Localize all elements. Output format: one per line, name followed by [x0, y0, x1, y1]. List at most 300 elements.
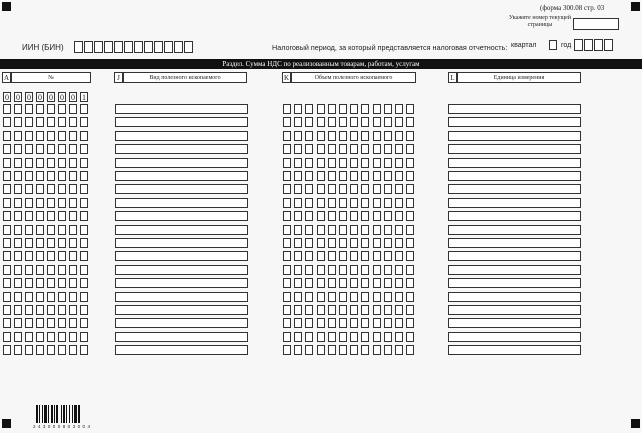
volume-cell[interactable]: [350, 171, 358, 181]
row-number-cell[interactable]: [58, 318, 66, 328]
volume-cell[interactable]: [339, 305, 347, 315]
volume-cell[interactable]: [373, 171, 381, 181]
volume-cell[interactable]: [373, 332, 381, 342]
volume-cell[interactable]: [395, 104, 403, 114]
volume-cell[interactable]: [339, 332, 347, 342]
volume-cell[interactable]: [317, 198, 325, 208]
volume-cell[interactable]: [361, 104, 369, 114]
row-number-cell[interactable]: [58, 184, 66, 194]
row-number-cell[interactable]: [47, 238, 55, 248]
volume-cell[interactable]: [406, 305, 414, 315]
row-number-cell[interactable]: [47, 225, 55, 235]
row-number-cell[interactable]: [69, 117, 77, 127]
volume-cell[interactable]: [395, 318, 403, 328]
volume-cell[interactable]: [305, 131, 313, 141]
volume-cell[interactable]: [305, 292, 313, 302]
volume-cell[interactable]: [317, 305, 325, 315]
row-number-cell[interactable]: [36, 211, 44, 221]
volume-cell[interactable]: [339, 117, 347, 127]
volume-cell[interactable]: [317, 318, 325, 328]
volume-cell[interactable]: [305, 265, 313, 275]
volume-cell[interactable]: [395, 131, 403, 141]
unit-field[interactable]: [448, 318, 581, 328]
row-number-cell[interactable]: [80, 144, 88, 154]
volume-cell[interactable]: [317, 278, 325, 288]
row-number-cell[interactable]: [3, 238, 11, 248]
volume-cell[interactable]: [305, 211, 313, 221]
volume-cell[interactable]: [373, 184, 381, 194]
volume-cell[interactable]: [350, 144, 358, 154]
row-number-cell[interactable]: [69, 198, 77, 208]
row-number-cell[interactable]: [80, 265, 88, 275]
volume-cell[interactable]: [361, 131, 369, 141]
volume-cell[interactable]: [339, 158, 347, 168]
row-number-cell[interactable]: [47, 131, 55, 141]
volume-cell[interactable]: [384, 238, 392, 248]
volume-cell[interactable]: [373, 211, 381, 221]
volume-cell[interactable]: [305, 305, 313, 315]
volume-cell[interactable]: [339, 292, 347, 302]
row-number-cell[interactable]: [3, 345, 11, 355]
unit-field[interactable]: [448, 117, 581, 127]
volume-cell[interactable]: [361, 345, 369, 355]
volume-cell[interactable]: [361, 198, 369, 208]
mineral-type-field[interactable]: [115, 211, 248, 221]
row-number-cell[interactable]: [36, 265, 44, 275]
volume-cell[interactable]: [339, 225, 347, 235]
volume-cell[interactable]: [317, 238, 325, 248]
row-number-cell[interactable]: [14, 225, 22, 235]
volume-cell[interactable]: [283, 332, 291, 342]
row-number-cell[interactable]: [58, 238, 66, 248]
volume-cell[interactable]: [406, 184, 414, 194]
row-number-cell[interactable]: [58, 332, 66, 342]
row-number-cell[interactable]: [3, 305, 11, 315]
row-number-cell[interactable]: [36, 278, 44, 288]
row-number-cell[interactable]: [36, 184, 44, 194]
volume-cell[interactable]: [384, 251, 392, 261]
iin-cell[interactable]: [104, 41, 113, 53]
volume-cell[interactable]: [373, 131, 381, 141]
row-number-cell[interactable]: [58, 305, 66, 315]
iin-cell[interactable]: [164, 41, 173, 53]
unit-field[interactable]: [448, 158, 581, 168]
volume-cell[interactable]: [361, 318, 369, 328]
volume-cell[interactable]: [395, 171, 403, 181]
row-number-cell[interactable]: [69, 278, 77, 288]
row-number-cell[interactable]: [69, 131, 77, 141]
row-number-cell[interactable]: [3, 158, 11, 168]
row-number-cell[interactable]: [36, 104, 44, 114]
volume-cell[interactable]: [350, 211, 358, 221]
row-number-cell[interactable]: [36, 198, 44, 208]
volume-cell[interactable]: [294, 305, 302, 315]
unit-field[interactable]: [448, 104, 581, 114]
volume-cell[interactable]: [283, 265, 291, 275]
mineral-type-field[interactable]: [115, 171, 248, 181]
row-number-cell[interactable]: [36, 117, 44, 127]
volume-cell[interactable]: [328, 171, 336, 181]
volume-cell[interactable]: [361, 158, 369, 168]
row-number-cell[interactable]: [36, 238, 44, 248]
row-number-cell[interactable]: [69, 238, 77, 248]
volume-cell[interactable]: [373, 238, 381, 248]
volume-cell[interactable]: [406, 104, 414, 114]
row-number-cell[interactable]: [25, 265, 33, 275]
volume-cell[interactable]: [384, 198, 392, 208]
row-number-cell[interactable]: [25, 345, 33, 355]
row-number-cell[interactable]: [47, 305, 55, 315]
volume-cell[interactable]: [373, 318, 381, 328]
volume-cell[interactable]: [406, 278, 414, 288]
year-cell[interactable]: [594, 39, 603, 51]
volume-cell[interactable]: [317, 225, 325, 235]
volume-cell[interactable]: [373, 104, 381, 114]
volume-cell[interactable]: [317, 184, 325, 194]
volume-cell[interactable]: [361, 265, 369, 275]
volume-cell[interactable]: [384, 144, 392, 154]
volume-cell[interactable]: [328, 278, 336, 288]
volume-cell[interactable]: [373, 251, 381, 261]
volume-cell[interactable]: [373, 198, 381, 208]
volume-cell[interactable]: [339, 211, 347, 221]
row-number-cell[interactable]: [14, 171, 22, 181]
volume-cell[interactable]: [283, 117, 291, 127]
volume-cell[interactable]: [328, 332, 336, 342]
mineral-type-field[interactable]: [115, 292, 248, 302]
row-number-cell[interactable]: [80, 171, 88, 181]
row-number-cell[interactable]: [69, 305, 77, 315]
volume-cell[interactable]: [305, 117, 313, 127]
volume-cell[interactable]: [305, 332, 313, 342]
volume-cell[interactable]: [328, 131, 336, 141]
row-number-cell[interactable]: [36, 345, 44, 355]
volume-cell[interactable]: [283, 131, 291, 141]
row-number-cell[interactable]: [58, 345, 66, 355]
volume-cell[interactable]: [384, 104, 392, 114]
volume-cell[interactable]: [294, 158, 302, 168]
volume-cell[interactable]: [406, 171, 414, 181]
mineral-type-field[interactable]: [115, 278, 248, 288]
volume-cell[interactable]: [361, 305, 369, 315]
row-number-cell[interactable]: [36, 251, 44, 261]
row-number-cell[interactable]: [3, 278, 11, 288]
mineral-type-field[interactable]: [115, 345, 248, 355]
row-number-cell[interactable]: [25, 184, 33, 194]
row-number-cell[interactable]: [69, 251, 77, 261]
volume-cell[interactable]: [384, 305, 392, 315]
volume-cell[interactable]: [294, 238, 302, 248]
volume-cell[interactable]: [384, 225, 392, 235]
row-number-cell[interactable]: [47, 265, 55, 275]
volume-cell[interactable]: [283, 345, 291, 355]
volume-cell[interactable]: [294, 198, 302, 208]
volume-cell[interactable]: [294, 345, 302, 355]
volume-cell[interactable]: [395, 251, 403, 261]
row-number-cell[interactable]: [14, 144, 22, 154]
volume-cell[interactable]: [406, 265, 414, 275]
volume-cell[interactable]: [294, 278, 302, 288]
row-number-cell[interactable]: [25, 238, 33, 248]
volume-cell[interactable]: [406, 238, 414, 248]
volume-cell[interactable]: [395, 305, 403, 315]
row-number-cell[interactable]: [47, 332, 55, 342]
row-number-cell[interactable]: [25, 198, 33, 208]
volume-cell[interactable]: [328, 345, 336, 355]
row-number-cell[interactable]: [25, 211, 33, 221]
volume-cell[interactable]: [328, 305, 336, 315]
volume-cell[interactable]: [384, 292, 392, 302]
volume-cell[interactable]: [395, 292, 403, 302]
row-number-cell[interactable]: [47, 117, 55, 127]
row-number-cell[interactable]: [47, 104, 55, 114]
volume-cell[interactable]: [373, 292, 381, 302]
volume-cell[interactable]: [317, 131, 325, 141]
volume-cell[interactable]: [339, 184, 347, 194]
volume-cell[interactable]: [339, 198, 347, 208]
volume-cell[interactable]: [350, 184, 358, 194]
row-number-cell[interactable]: [80, 117, 88, 127]
row-number-cell[interactable]: [3, 184, 11, 194]
mineral-type-field[interactable]: [115, 225, 248, 235]
row-number-cell[interactable]: [80, 184, 88, 194]
volume-cell[interactable]: [317, 144, 325, 154]
unit-field[interactable]: [448, 305, 581, 315]
row-number-cell[interactable]: [58, 225, 66, 235]
row-number-cell[interactable]: [25, 158, 33, 168]
volume-cell[interactable]: [339, 238, 347, 248]
row-number-cell[interactable]: [36, 225, 44, 235]
volume-cell[interactable]: [395, 117, 403, 127]
row-number-cell[interactable]: [14, 184, 22, 194]
row-number-cell[interactable]: [69, 158, 77, 168]
row-number-cell[interactable]: [80, 318, 88, 328]
iin-cell[interactable]: [94, 41, 103, 53]
iin-cell[interactable]: [74, 41, 83, 53]
volume-cell[interactable]: [328, 117, 336, 127]
volume-cell[interactable]: [339, 251, 347, 261]
row-number-cell[interactable]: [3, 251, 11, 261]
volume-cell[interactable]: [283, 211, 291, 221]
volume-cell[interactable]: [294, 265, 302, 275]
row-number-cell[interactable]: [25, 305, 33, 315]
volume-cell[interactable]: [305, 251, 313, 261]
row-number-cell[interactable]: [3, 198, 11, 208]
volume-cell[interactable]: [283, 318, 291, 328]
mineral-type-field[interactable]: [115, 318, 248, 328]
row-number-cell[interactable]: [47, 171, 55, 181]
volume-cell[interactable]: [373, 265, 381, 275]
unit-field[interactable]: [448, 184, 581, 194]
row-number-cell[interactable]: [25, 104, 33, 114]
row-number-cell[interactable]: [69, 144, 77, 154]
iin-cell[interactable]: [174, 41, 183, 53]
row-number-cell[interactable]: [47, 211, 55, 221]
row-number-cell[interactable]: [14, 198, 22, 208]
volume-cell[interactable]: [294, 318, 302, 328]
volume-cell[interactable]: [305, 171, 313, 181]
row-number-cell[interactable]: [69, 184, 77, 194]
unit-field[interactable]: [448, 144, 581, 154]
row-number-cell[interactable]: [47, 278, 55, 288]
row-number-cell[interactable]: [3, 265, 11, 275]
volume-cell[interactable]: [305, 104, 313, 114]
volume-cell[interactable]: [294, 117, 302, 127]
row-number-cell[interactable]: [58, 251, 66, 261]
volume-cell[interactable]: [328, 265, 336, 275]
mineral-type-field[interactable]: [115, 238, 248, 248]
row-number-cell[interactable]: [47, 318, 55, 328]
row-number-cell[interactable]: [14, 117, 22, 127]
volume-cell[interactable]: [384, 117, 392, 127]
volume-cell[interactable]: [395, 278, 403, 288]
unit-field[interactable]: [448, 225, 581, 235]
volume-cell[interactable]: [317, 292, 325, 302]
row-number-cell[interactable]: [14, 131, 22, 141]
volume-cell[interactable]: [294, 332, 302, 342]
mineral-type-field[interactable]: [115, 184, 248, 194]
row-number-cell[interactable]: [58, 117, 66, 127]
unit-field[interactable]: [448, 292, 581, 302]
volume-cell[interactable]: [384, 131, 392, 141]
row-number-cell[interactable]: [80, 305, 88, 315]
row-number-cell[interactable]: [14, 265, 22, 275]
row-number-cell[interactable]: [69, 225, 77, 235]
iin-cell[interactable]: [154, 41, 163, 53]
iin-cell[interactable]: [134, 41, 143, 53]
row-number-cell[interactable]: [69, 332, 77, 342]
volume-cell[interactable]: [384, 184, 392, 194]
volume-cell[interactable]: [328, 198, 336, 208]
volume-cell[interactable]: [350, 305, 358, 315]
unit-field[interactable]: [448, 265, 581, 275]
row-number-cell[interactable]: [47, 251, 55, 261]
row-number-cell[interactable]: [80, 278, 88, 288]
volume-cell[interactable]: [294, 131, 302, 141]
volume-cell[interactable]: [294, 251, 302, 261]
volume-cell[interactable]: [395, 184, 403, 194]
row-number-cell[interactable]: [47, 158, 55, 168]
iin-cell[interactable]: [114, 41, 123, 53]
row-number-cell[interactable]: [14, 278, 22, 288]
row-number-cell[interactable]: [3, 318, 11, 328]
row-number-cell[interactable]: [80, 238, 88, 248]
unit-field[interactable]: [448, 131, 581, 141]
volume-cell[interactable]: [384, 265, 392, 275]
volume-cell[interactable]: [305, 198, 313, 208]
volume-cell[interactable]: [406, 345, 414, 355]
row-number-cell[interactable]: [25, 225, 33, 235]
volume-cell[interactable]: [294, 292, 302, 302]
volume-cell[interactable]: [339, 144, 347, 154]
volume-cell[interactable]: [395, 211, 403, 221]
volume-cell[interactable]: [317, 332, 325, 342]
row-number-cell[interactable]: [3, 117, 11, 127]
row-number-cell[interactable]: [3, 171, 11, 181]
volume-cell[interactable]: [395, 198, 403, 208]
row-number-cell[interactable]: [80, 251, 88, 261]
row-number-cell[interactable]: [36, 305, 44, 315]
volume-cell[interactable]: [361, 278, 369, 288]
row-number-cell[interactable]: [47, 292, 55, 302]
row-number-cell[interactable]: [25, 117, 33, 127]
iin-cell[interactable]: [84, 41, 93, 53]
volume-cell[interactable]: [305, 225, 313, 235]
row-number-cell[interactable]: [36, 332, 44, 342]
row-number-cell[interactable]: [58, 144, 66, 154]
unit-field[interactable]: [448, 238, 581, 248]
row-number-cell[interactable]: [14, 332, 22, 342]
volume-cell[interactable]: [373, 144, 381, 154]
row-number-cell[interactable]: [80, 198, 88, 208]
volume-cell[interactable]: [283, 198, 291, 208]
volume-cell[interactable]: [328, 211, 336, 221]
quarter-field[interactable]: [549, 40, 557, 50]
row-number-cell[interactable]: [58, 198, 66, 208]
volume-cell[interactable]: [384, 211, 392, 221]
row-number-cell[interactable]: [69, 171, 77, 181]
volume-cell[interactable]: [395, 158, 403, 168]
volume-cell[interactable]: [294, 225, 302, 235]
row-number-cell[interactable]: [58, 278, 66, 288]
volume-cell[interactable]: [350, 251, 358, 261]
row-number-cell[interactable]: [58, 211, 66, 221]
row-number-cell[interactable]: [80, 158, 88, 168]
volume-cell[interactable]: [361, 144, 369, 154]
row-number-cell[interactable]: [47, 198, 55, 208]
volume-cell[interactable]: [339, 318, 347, 328]
row-number-cell[interactable]: [36, 131, 44, 141]
volume-cell[interactable]: [373, 158, 381, 168]
volume-cell[interactable]: [328, 251, 336, 261]
volume-cell[interactable]: [317, 158, 325, 168]
volume-cell[interactable]: [384, 332, 392, 342]
unit-field[interactable]: [448, 332, 581, 342]
volume-cell[interactable]: [317, 211, 325, 221]
unit-field[interactable]: [448, 345, 581, 355]
mineral-type-field[interactable]: [115, 251, 248, 261]
volume-cell[interactable]: [373, 117, 381, 127]
row-number-cell[interactable]: [58, 104, 66, 114]
volume-cell[interactable]: [350, 131, 358, 141]
volume-cell[interactable]: [406, 318, 414, 328]
volume-cell[interactable]: [350, 318, 358, 328]
mineral-type-field[interactable]: [115, 144, 248, 154]
volume-cell[interactable]: [294, 184, 302, 194]
volume-cell[interactable]: [406, 131, 414, 141]
volume-cell[interactable]: [373, 278, 381, 288]
volume-cell[interactable]: [283, 144, 291, 154]
row-number-cell[interactable]: [69, 211, 77, 221]
row-number-cell[interactable]: [3, 104, 11, 114]
unit-field[interactable]: [448, 278, 581, 288]
row-number-cell[interactable]: [58, 131, 66, 141]
mineral-type-field[interactable]: [115, 198, 248, 208]
volume-cell[interactable]: [283, 184, 291, 194]
volume-cell[interactable]: [283, 104, 291, 114]
volume-cell[interactable]: [406, 211, 414, 221]
row-number-cell[interactable]: [25, 278, 33, 288]
row-number-cell[interactable]: [80, 211, 88, 221]
row-number-cell[interactable]: [25, 171, 33, 181]
mineral-type-field[interactable]: [115, 265, 248, 275]
volume-cell[interactable]: [361, 238, 369, 248]
volume-cell[interactable]: [350, 225, 358, 235]
mineral-type-field[interactable]: [115, 104, 248, 114]
volume-cell[interactable]: [395, 265, 403, 275]
row-number-cell[interactable]: [80, 345, 88, 355]
row-number-cell[interactable]: [47, 184, 55, 194]
